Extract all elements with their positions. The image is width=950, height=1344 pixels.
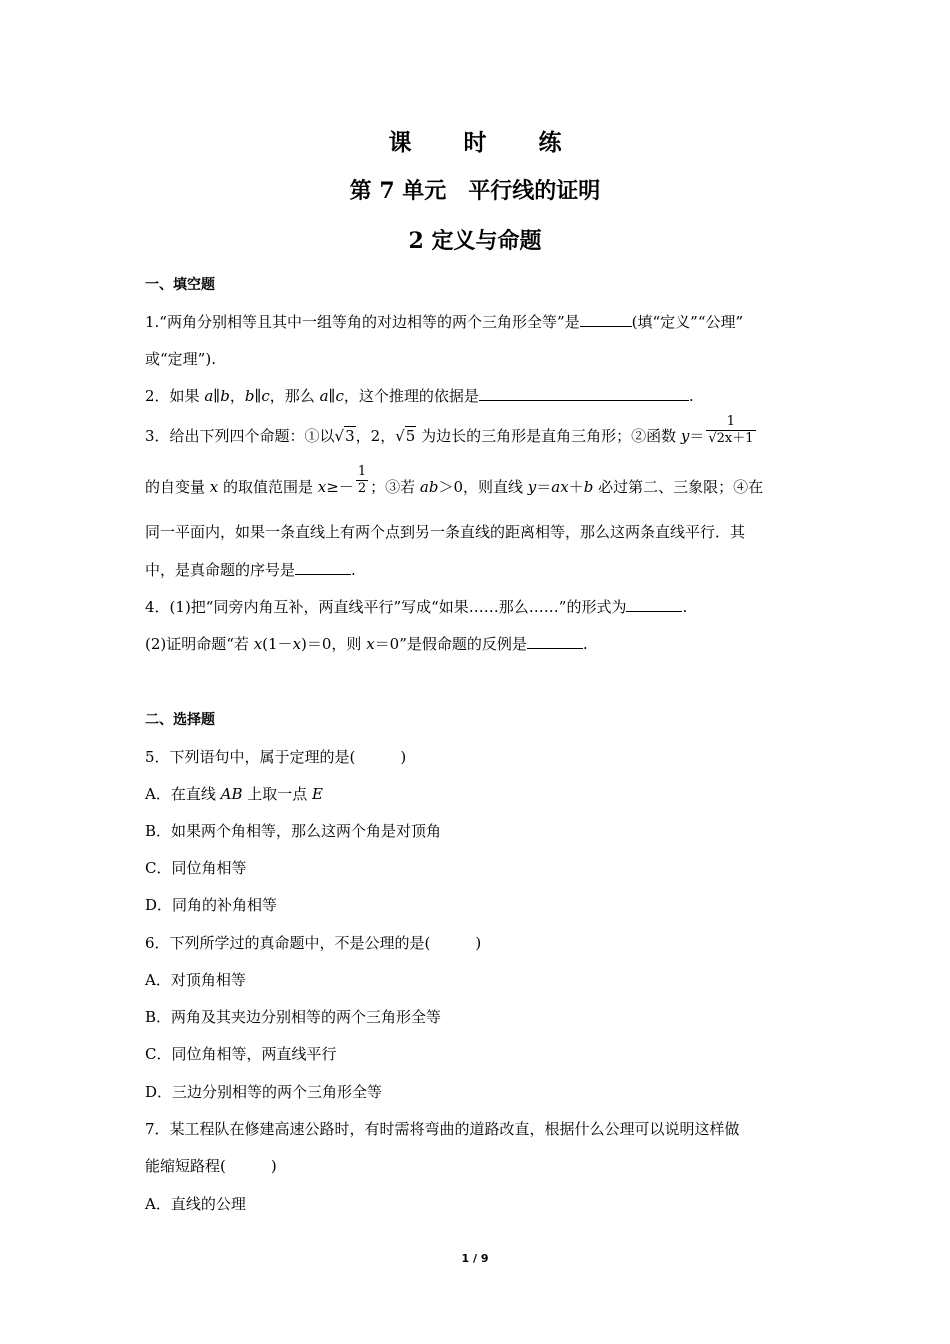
q4-line1: 4．(1)把“同旁内角互补，两直线平行”写成“如果……那么……”的形式为 . (145, 598, 688, 616)
q3-line4: 中，是真命题的序号是 . (145, 561, 356, 579)
q1-line1: 1.“两角分别相等且其中一组等角的对边相等的两个三角形全等”是 (填“定义”“公理” (145, 313, 744, 331)
q4-line2: (2)证明命题“若 x(1－x)＝0，则 x＝0”是假命题的反例是 . (145, 635, 588, 653)
answer-blank[interactable] (295, 560, 351, 575)
answer-blank[interactable] (580, 312, 632, 327)
q6-option-b[interactable]: B．两角及其夹边分别相等的两个三角形全等 (145, 1008, 442, 1026)
answer-blank[interactable] (479, 386, 689, 401)
q7-stem-line2: 能缩短路程( ) (145, 1157, 277, 1175)
section-choice-heading: 二、选择题 (145, 712, 215, 728)
q6-option-a[interactable]: A．对顶角相等 (145, 971, 246, 989)
q7-stem-line1: 7．某工程队在修建高速公路时，有时需将弯曲的道路改直，根据什么公理可以说明这样做 (145, 1120, 740, 1138)
section-fill-heading: 一、填空题 (145, 277, 215, 293)
q7-option-a[interactable]: A．直线的公理 (145, 1195, 246, 1213)
q5-option-b[interactable]: B．如果两个角相等，那么这两个角是对顶角 (145, 822, 442, 840)
fraction-half: $\frac{1}{2}$ (357, 463, 367, 496)
q3-line3: 同一平面内，如果一条直线上有两个点到另一条直线的距离相等，那么这两条直线平行．其 (145, 523, 746, 541)
q5-option-a[interactable]: A．在直线 AB 上取一点 E (145, 785, 323, 803)
q3-line1: 3．给出下列四个命题：①以√3，2，√5 为边长的三角形是直角三角形；②函数 y＝ $\frac{1}{√2x+1}$ (145, 413, 754, 446)
sqrt-5: √5 (395, 427, 416, 445)
q3-line2: 的自变量 x 的取值范围是 x≥－ $\frac{1}{2}$ ；③若 ab＞0，则直线 y＝ax＋b 必过第二、三象限；④在 (145, 463, 764, 496)
page-number: 1 / 9 (461, 1252, 489, 1265)
q5-option-c[interactable]: C．同位角相等 (145, 859, 247, 877)
q6-option-c[interactable]: C．同位角相等，两直线平行 (145, 1045, 337, 1063)
doc-title: 课 时 练 (388, 129, 584, 156)
sqrt-3: √3 (334, 427, 355, 445)
answer-blank[interactable] (626, 597, 682, 612)
q6-option-d[interactable]: D．三边分别相等的两个三角形全等 (145, 1083, 383, 1101)
answer-blank[interactable] (527, 634, 583, 649)
unit-title: 第 7 单元 平行线的证明 (349, 178, 601, 204)
q2-line: 2．如果 a∥b，b∥c，那么 a∥c，这个推理的依据是 . (145, 387, 694, 405)
q5-option-d[interactable]: D．同角的补角相等 (145, 896, 278, 914)
q1-line2: 或“定理”). (145, 350, 216, 368)
fraction-1-over-sqrt: $\frac{1}{√2x+1}$ (708, 413, 754, 446)
q6-stem: 6．下列所学过的真命题中，不是公理的是( ) (145, 934, 482, 952)
lesson-title: 2 定义与命题 (408, 228, 542, 254)
q5-stem: 5．下列语句中，属于定理的是( ) (145, 748, 407, 766)
